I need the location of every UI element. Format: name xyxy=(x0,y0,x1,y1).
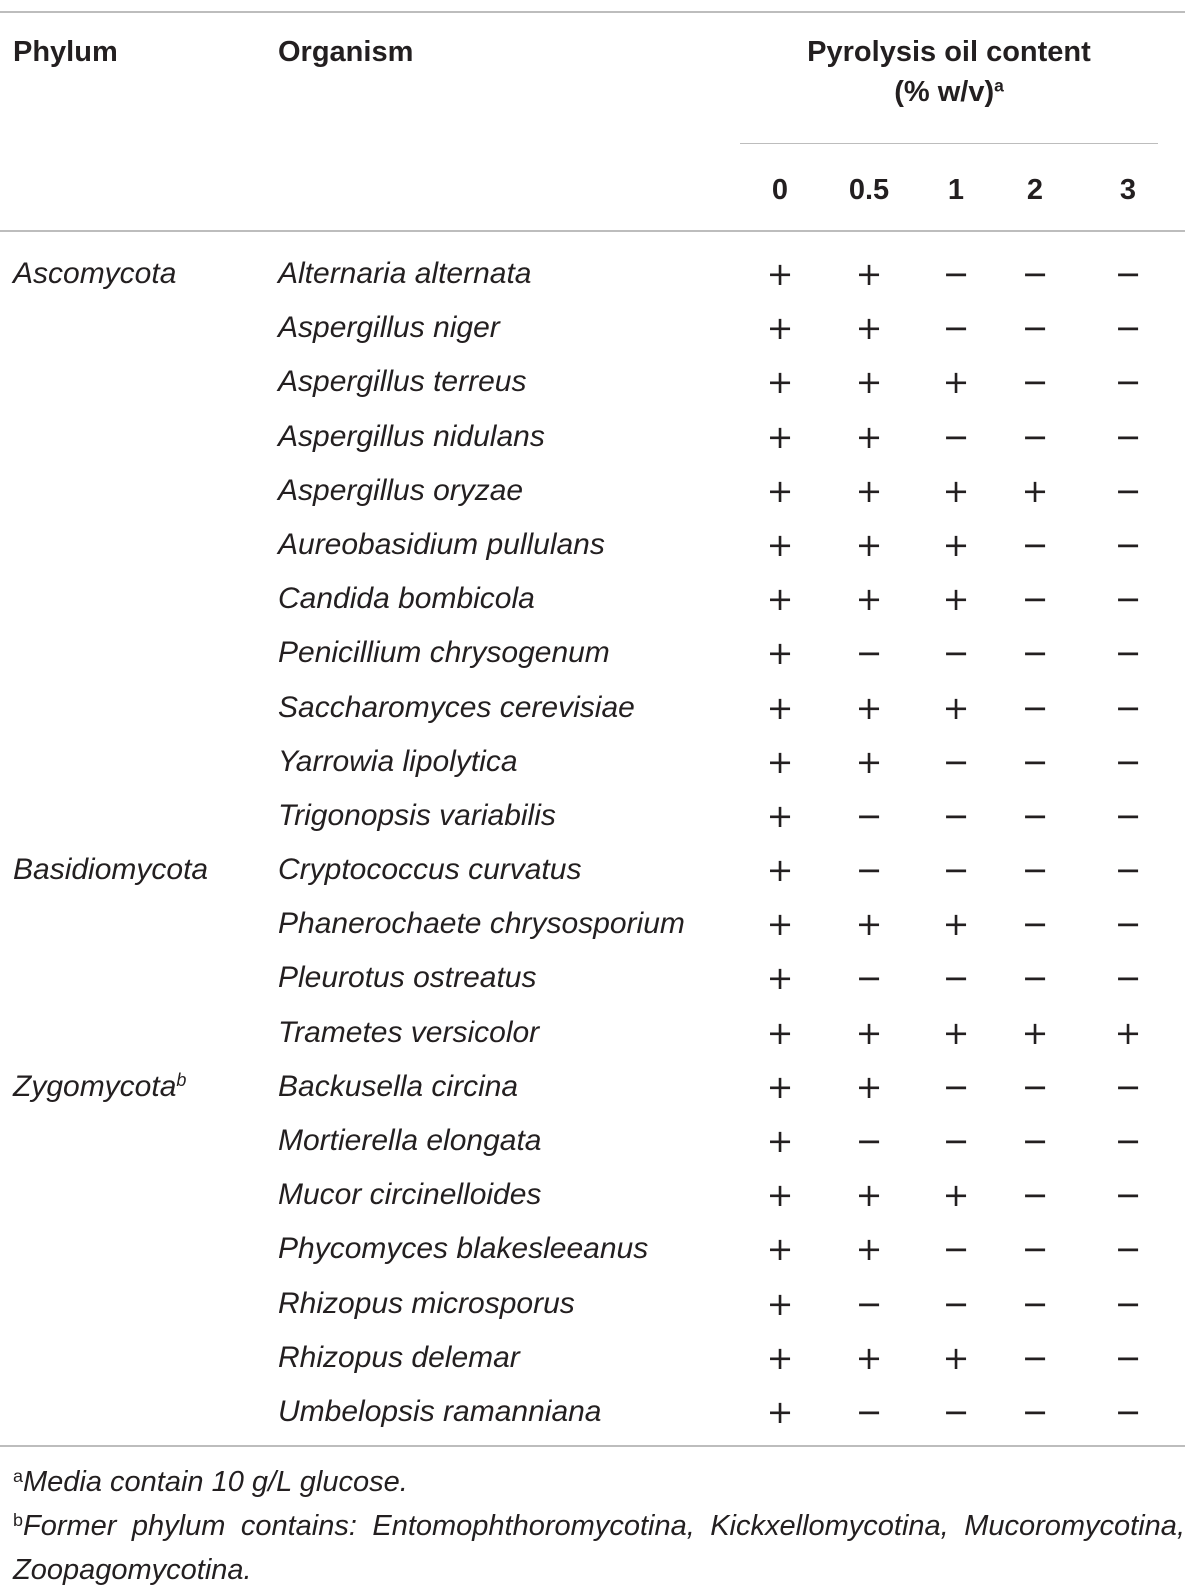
growth-mark: + xyxy=(942,688,970,727)
growth-mark: + xyxy=(942,1013,970,1052)
growth-mark: − xyxy=(1021,1176,1049,1215)
growth-mark: + xyxy=(766,1230,794,1269)
phylum-name: Basidiomycota xyxy=(13,853,209,887)
table-top-rule xyxy=(0,11,1185,13)
growth-mark: − xyxy=(1021,309,1049,348)
growth-mark: + xyxy=(766,1338,794,1377)
column-header-conc-0: 0 xyxy=(771,174,789,206)
phylum-cell xyxy=(13,850,208,890)
growth-mark: − xyxy=(1114,851,1142,890)
organism-name: Rhizopus delemar xyxy=(278,1340,520,1374)
growth-mark: + xyxy=(855,525,883,564)
growth-mark: − xyxy=(1114,742,1142,781)
growth-mark: + xyxy=(766,363,794,402)
growth-mark: − xyxy=(1021,634,1049,673)
growth-mark: + xyxy=(855,688,883,727)
table-row xyxy=(0,417,1185,471)
group-header-line1: Pyrolysis oil content xyxy=(807,36,1091,68)
growth-mark: − xyxy=(1021,1067,1049,1106)
column-header-conc-0-5: 0.5 xyxy=(848,174,890,206)
table-row xyxy=(0,688,1185,742)
footnote-a-mark: a xyxy=(13,1466,23,1487)
growth-mark: − xyxy=(1021,1392,1049,1431)
organism-name: Penicillium chrysogenum xyxy=(278,636,610,670)
growth-mark: + xyxy=(942,525,970,564)
table-row xyxy=(0,1067,1185,1121)
table-row xyxy=(0,958,1185,1012)
growth-mark: − xyxy=(1114,471,1142,510)
growth-mark: − xyxy=(855,1122,883,1160)
growth-mark: − xyxy=(942,796,970,835)
organism-name: Phycomyces blakesleeanus xyxy=(278,1232,649,1266)
table-row xyxy=(0,633,1185,687)
organism-name: Aspergillus terreus xyxy=(278,365,527,399)
table-row xyxy=(0,1229,1185,1283)
growth-mark: + xyxy=(942,905,970,944)
growth-mark: + xyxy=(855,255,883,293)
growth-mark: − xyxy=(942,1230,970,1269)
growth-mark: − xyxy=(855,1284,883,1323)
table-row xyxy=(0,1013,1185,1067)
growth-mark: − xyxy=(1021,1122,1049,1160)
organism-name: Mucor circinelloides xyxy=(278,1178,542,1212)
growth-mark: − xyxy=(1114,688,1142,727)
column-header-conc-3: 3 xyxy=(1119,174,1137,206)
column-header-conc-1: 1 xyxy=(947,174,965,206)
organism-name: Cryptococcus curvatus xyxy=(278,853,582,887)
growth-mark: + xyxy=(855,309,883,348)
growth-mark: + xyxy=(855,1067,883,1106)
footnote-b-mark: b xyxy=(13,1510,23,1531)
growth-mark: + xyxy=(766,1067,794,1106)
table-row xyxy=(0,579,1185,633)
growth-mark: + xyxy=(766,525,794,564)
table-row xyxy=(0,1338,1185,1392)
footnote-b xyxy=(13,1504,1185,1592)
growth-mark: − xyxy=(1021,742,1049,781)
organism-name: Trametes versicolor xyxy=(278,1015,540,1049)
growth-mark: − xyxy=(1021,905,1049,944)
growth-mark: + xyxy=(855,471,883,510)
growth-mark: − xyxy=(1114,417,1142,456)
growth-mark: + xyxy=(766,1284,794,1323)
organism-name: Backusella circina xyxy=(278,1069,519,1103)
growth-mark: + xyxy=(766,417,794,456)
growth-mark: + xyxy=(1021,471,1049,510)
table-row xyxy=(0,1175,1185,1229)
growth-mark: − xyxy=(1114,525,1142,564)
growth-mark: − xyxy=(855,634,883,673)
growth-mark: + xyxy=(766,796,794,835)
growth-mark: + xyxy=(942,1176,970,1215)
growth-mark: − xyxy=(1114,309,1142,348)
growth-mark: − xyxy=(1114,1284,1142,1323)
table-row xyxy=(0,742,1185,796)
growth-mark: + xyxy=(942,580,970,619)
growth-mark: − xyxy=(1021,1284,1049,1323)
organism-name: Mortierella elongata xyxy=(278,1124,542,1157)
growth-mark: + xyxy=(855,580,883,619)
growth-mark: − xyxy=(1114,1067,1142,1106)
header-bottom-rule xyxy=(0,230,1185,232)
growth-mark: + xyxy=(766,471,794,510)
growth-mark: − xyxy=(1114,580,1142,619)
growth-mark: + xyxy=(766,742,794,781)
growth-mark: − xyxy=(1114,1230,1142,1269)
growth-mark: − xyxy=(1021,1338,1049,1377)
growth-mark: − xyxy=(942,1122,970,1160)
group-header-unit: (% w/v) xyxy=(894,76,995,108)
growth-mark: − xyxy=(942,742,970,781)
table-row xyxy=(0,1392,1185,1446)
growth-mark: + xyxy=(1114,1013,1142,1052)
growth-mark: − xyxy=(1021,851,1049,890)
growth-mark: − xyxy=(942,1284,970,1323)
footnote-a xyxy=(13,1460,1185,1504)
organism-name: Phanerochaete chrysosporium xyxy=(278,907,685,941)
growth-mark: − xyxy=(1114,1392,1142,1431)
growth-mark: − xyxy=(1114,363,1142,402)
growth-mark: − xyxy=(942,309,970,348)
growth-mark: − xyxy=(855,959,883,998)
growth-mark: − xyxy=(1021,525,1049,564)
growth-mark: − xyxy=(1114,634,1142,673)
growth-mark: − xyxy=(1021,796,1049,835)
growth-mark: + xyxy=(766,1392,794,1431)
organism-name: Trigonopsis variabilis xyxy=(278,798,556,832)
growth-mark: + xyxy=(855,1176,883,1215)
column-header-organism: Organism xyxy=(278,36,414,68)
group-header-line2 xyxy=(740,72,1158,112)
growth-mark: − xyxy=(1114,1122,1142,1160)
phylum-name: Zygomycota xyxy=(13,1069,177,1103)
table-row xyxy=(0,362,1185,416)
growth-mark: − xyxy=(1021,1230,1049,1269)
organism-name: Pleurotus ostreatus xyxy=(278,961,537,995)
growth-mark: − xyxy=(942,959,970,998)
growth-mark: + xyxy=(942,363,970,402)
growth-mark: − xyxy=(1114,959,1142,998)
table-row xyxy=(0,904,1185,958)
table-row xyxy=(0,254,1185,308)
table-bottom-rule xyxy=(0,1445,1185,1447)
growth-mark: + xyxy=(855,742,883,781)
organism-name: Aspergillus niger xyxy=(278,311,500,345)
growth-mark: + xyxy=(766,1176,794,1215)
table-row xyxy=(0,525,1185,579)
growth-mark: + xyxy=(1021,1013,1049,1052)
organism-name: Aspergillus nidulans xyxy=(278,419,545,453)
growth-mark: − xyxy=(942,1392,970,1431)
phylum-footnote-marker: b xyxy=(176,1069,187,1090)
column-header-phylum: Phylum xyxy=(13,36,118,68)
column-group-header-pyrolysis-oil xyxy=(740,32,1158,112)
table-body xyxy=(0,254,1185,1446)
growth-mark: + xyxy=(942,1338,970,1377)
growth-mark: − xyxy=(1021,255,1049,293)
growth-mark: − xyxy=(942,634,970,673)
growth-mark: + xyxy=(855,417,883,456)
organism-name: Umbelopsis ramanniana xyxy=(278,1394,602,1428)
growth-mark: + xyxy=(766,309,794,348)
column-header-conc-2: 2 xyxy=(1026,174,1044,206)
growth-mark: + xyxy=(855,1013,883,1052)
growth-mark: + xyxy=(766,905,794,944)
table-row xyxy=(0,1284,1185,1338)
table-row xyxy=(0,1121,1185,1175)
growth-mark: − xyxy=(1021,580,1049,619)
phylum-cell xyxy=(13,1067,186,1107)
growth-mark: + xyxy=(766,959,794,998)
table-row xyxy=(0,308,1185,362)
growth-mark: − xyxy=(942,417,970,456)
phylum-name: Ascomycota xyxy=(13,257,177,290)
group-header-rule xyxy=(740,143,1158,144)
organism-name: Saccharomyces cerevisiae xyxy=(278,690,635,724)
growth-mark: + xyxy=(766,580,794,619)
growth-mark: − xyxy=(855,851,883,890)
organism-name: Yarrowia lipolytica xyxy=(278,744,518,778)
footnote-b-text: Former phylum contains: Entomophthoromycotina, Kickxellomycotina, Mucoromycotina, Zoopagomycotina. xyxy=(13,1510,1185,1586)
growth-mark: − xyxy=(942,851,970,890)
growth-mark: − xyxy=(1114,1338,1142,1377)
growth-mark: − xyxy=(1021,417,1049,456)
growth-mark: + xyxy=(766,1013,794,1052)
growth-mark: + xyxy=(855,363,883,402)
table-row xyxy=(0,796,1185,850)
growth-mark: − xyxy=(1114,796,1142,835)
growth-mark: − xyxy=(1021,688,1049,727)
footnote-marker-a: a xyxy=(994,75,1004,96)
growth-mark: + xyxy=(766,688,794,727)
growth-mark: − xyxy=(1021,363,1049,402)
table-row xyxy=(0,850,1185,904)
growth-mark: + xyxy=(766,1122,794,1160)
table-row xyxy=(0,471,1185,525)
growth-mark: − xyxy=(1114,255,1142,293)
growth-mark: − xyxy=(1114,1176,1142,1215)
growth-mark: + xyxy=(766,851,794,890)
growth-mark: + xyxy=(766,255,794,293)
organism-name: Aspergillus oryzae xyxy=(278,473,524,507)
footnote-a-text: Media contain 10 g/L glucose. xyxy=(23,1466,408,1498)
growth-mark: − xyxy=(942,255,970,293)
organism-name: Alternaria alternata xyxy=(278,257,532,290)
organism-name: Aureobasidium pullulans xyxy=(278,527,605,561)
organism-name: Rhizopus microsporus xyxy=(278,1286,575,1320)
growth-mark: − xyxy=(855,1392,883,1431)
growth-mark: + xyxy=(942,471,970,510)
growth-mark: − xyxy=(855,796,883,835)
growth-mark: + xyxy=(855,1230,883,1269)
growth-mark: − xyxy=(1114,905,1142,944)
growth-mark: − xyxy=(942,1067,970,1106)
growth-mark: + xyxy=(855,1338,883,1377)
phylum-cell xyxy=(13,254,176,294)
growth-mark: + xyxy=(766,634,794,673)
growth-mark: + xyxy=(855,905,883,944)
growth-mark: − xyxy=(1021,959,1049,998)
organism-name: Candida bombicola xyxy=(278,582,535,616)
